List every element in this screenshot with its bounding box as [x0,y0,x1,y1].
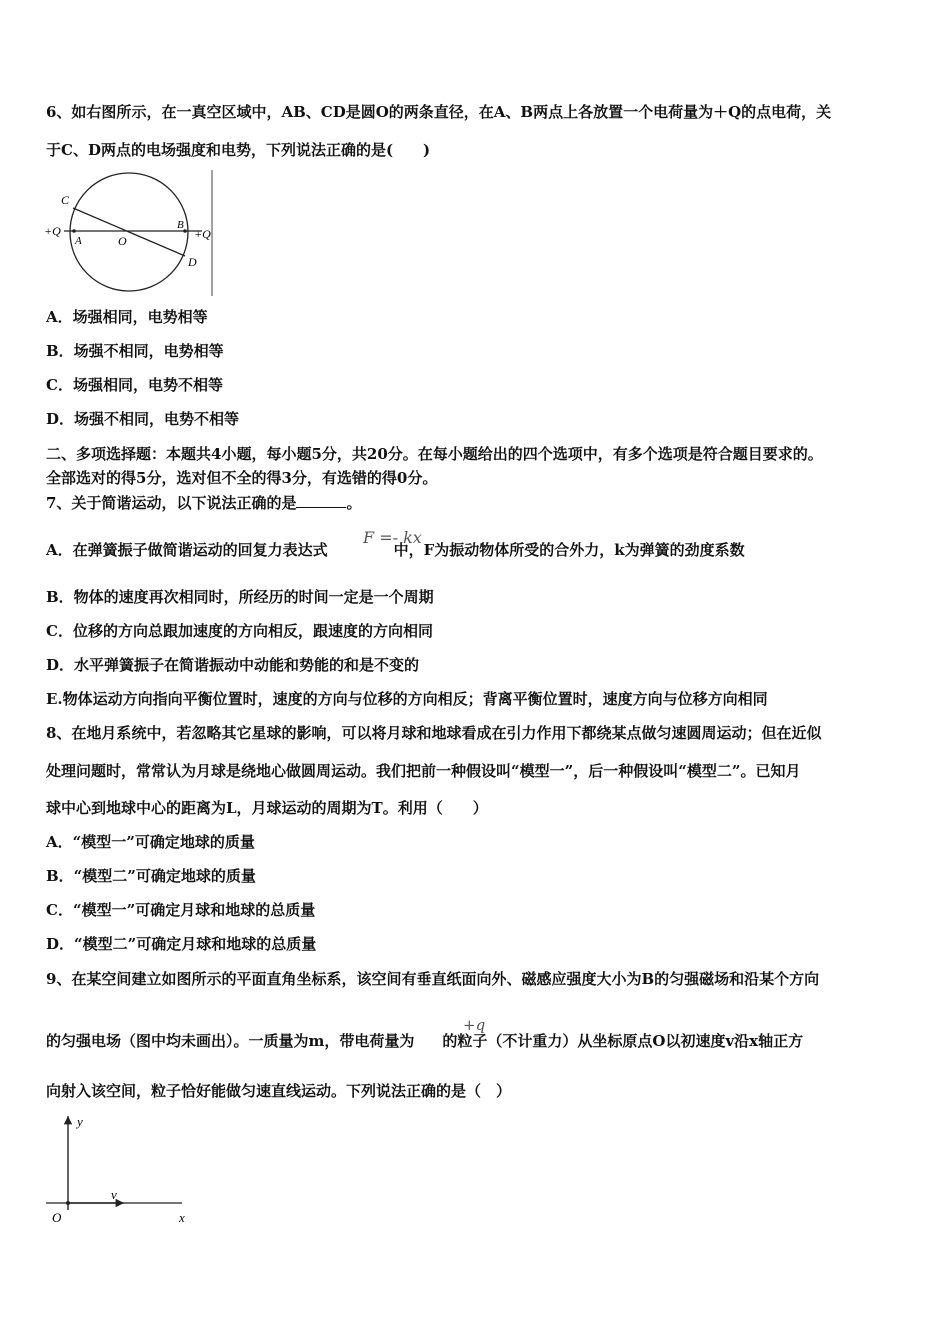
label-d: D [188,255,197,269]
label-o: O [118,234,127,248]
q7-stem [46,493,361,513]
section2-line1: 二、多项选择题：本题共4小题，每小题5分，共20分。在每小题给出的四个选项中，有多个选项是符合题目要求的。 [46,445,823,463]
answer-blank [296,493,346,508]
q6-option-a[interactable]: A．场强相同，电势相等 [46,308,208,326]
q9-stem-line3: 向射入该空间，粒子恰好能做匀速直线运动。下列说法正确的是（ ） [46,1082,512,1100]
q8-option-d[interactable]: D．“模型二”可确定月球和地球的总质量 [46,935,317,953]
q8-option-a[interactable]: A．“模型一”可确定地球的质量 [46,833,255,851]
label-y: y [77,1114,83,1129]
q7-option-d[interactable]: D．水平弹簧振子在简谐振动中动能和势能的和是不变的 [46,656,420,674]
q6-stem-line2: 于C、D两点的电场强度和电势，下列说法正确的是( ) [46,141,431,159]
label-v: v [111,1187,117,1202]
q7-option-a-pre: A．在弹簧振子做简谐运动的回复力表达式 [46,541,328,559]
q7-stem-text: 7、关于简谐运动，以下说法正确的是 [46,494,297,512]
q7-stem-end: 。 [346,494,362,512]
q8-stem-line2: 处理问题时，常常认为月球是绕地心做圆周运动。我们把前一种假设叫“模型一”，后一种假设叫“模型二”。已知月 [46,762,801,780]
label-c: C [61,193,70,207]
q8-stem-line3: 球中心到地球中心的距离为L，月球运动的周期为T。利用（ ） [46,799,488,817]
q6-stem-line1: 6、如右图所示，在一真空区域中，AB、CD是圆O的两条直径，在A、B两点上各放置一个电荷量为＋Q的点电荷，关 [46,103,832,121]
q8-option-c[interactable]: C．“模型一”可确定月球和地球的总质量 [46,901,316,919]
label-a: A [75,235,82,247]
q7-option-a-post: 中，F为振动物体所受的合外力，k为弹簧的劲度系数 [393,541,745,559]
diameter-cd [73,208,185,256]
q8-stem-line1: 8、在地月系统中，若忽略其它星球的影响，可以将月球和地球看成在引力作用下都绕某点做匀速圆周运动；但在近似 [46,724,822,742]
label-o: O [52,1210,62,1225]
label-b: B [177,219,184,231]
q9-charge-formula: +q [463,1016,486,1034]
label-left-charge: +Q [44,224,61,238]
q6-option-d[interactable]: D．场强不相同，电势不相等 [46,410,240,428]
point-a [72,229,76,233]
q7-option-b[interactable]: B．物体的速度再次相同时，所经历的时间一定是一个周期 [46,588,434,606]
label-right-charge: +Q [194,227,211,241]
q6-option-b[interactable]: B．场强不相同，电势相等 [46,342,224,360]
q7-option-c[interactable]: C．位移的方向总跟加速度的方向相反，跟速度的方向相同 [46,622,433,640]
q9-stem-line1: 9、在某空间建立如图所示的平面直角坐标系，该空间有垂直纸面向外、磁感应强度大小为B的匀强磁场和沿某个方向 [46,970,820,988]
q6-circle-figure [44,170,219,296]
q7-option-e[interactable]: E.物体运动方向指向平衡位置时，速度的方向与位移的方向相反；背离平衡位置时，速度方向与位移方向相同 [46,690,768,708]
q8-option-b[interactable]: B．“模型二”可确定地球的质量 [46,867,256,885]
q9-axes-figure [44,1110,204,1230]
q6-option-c[interactable]: C．场强相同，电势不相等 [46,376,223,394]
label-x: x [179,1210,185,1225]
q9-stem-line2 [46,1031,803,1051]
origin-point [66,1201,70,1205]
q9-stem-line2-pre: 的匀强电场（图中均未画出）。一质量为m，带电荷量为 [46,1032,415,1050]
section2-line2: 全部选对的得5分，选对但不全的得3分，有选错的得0分。 [46,469,438,487]
point-b [183,229,187,233]
q7-formula: F =- kx [363,528,422,547]
q9-stem-line2-post: 的粒子（不计重力）从坐标原点O以初速度v沿x轴正方 [442,1032,804,1050]
